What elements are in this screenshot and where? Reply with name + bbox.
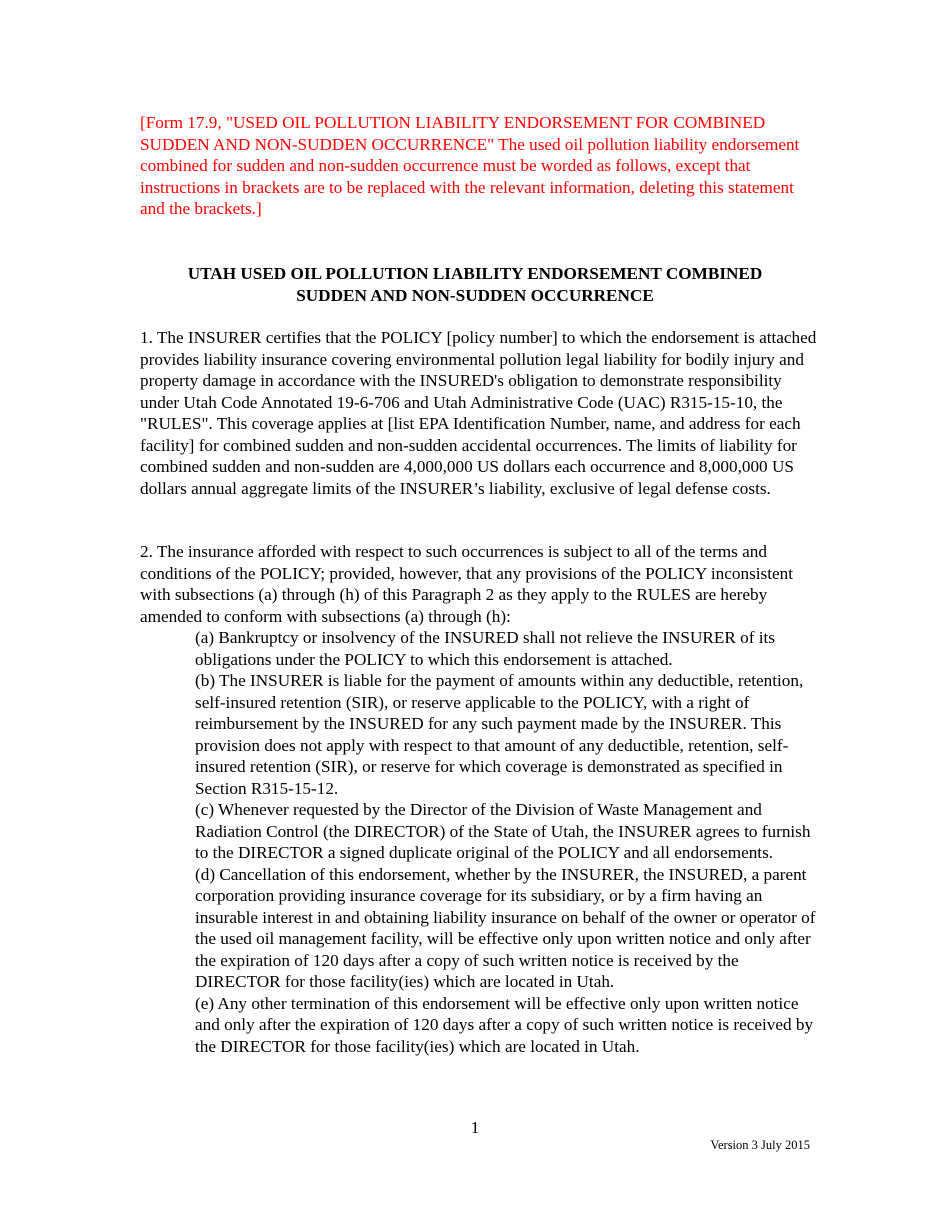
paragraph-2: 2. The insurance afforded with respect to such occurrences is subject to all of the terms and conditions of the POLICY; provided, however, that any provisions of the POLICY inconsistent with subsections (a) through (h) of this Paragraph 2 as they apply to the RULES are hereby amended to conform with subsections (a) through (h): — [140, 542, 793, 626]
paragraph-1: 1. The INSURER certifies that the POLICY [policy number] to which the endorsement is attached provides liability insurance covering environmental pollution legal liability for bodily injury and property damage in accordance with the INSURED's obligation to demonstrate responsibility under Utah Code Annotated 19-6-706 and Utah Administrative Code (UAC) R315-15-10, the "RULES". This coverage applies at [list EPA Identification Number, name, and address for each facility] for combined sudden and non-sudden accidental occurrences. The limits of liability for combined sudden and non-sudden are 4,000,000 US dollars each occurrence and 8,000,000 US dollars annual aggregate limits of the INSURER’s liability, exclusive of legal defense costs. — [140, 328, 817, 498]
subsections-list — [195, 627, 820, 1057]
form-instruction: [Form 17.9, "USED OIL POLLUTION LIABILITY ENDORSEMENT FOR COMBINED SUDDEN AND NON-SUDDEN OCCURRENCE" The used oil pollution liability endorsement combined for sudden and non-sudden occurrence must be worded as follows, except that instructions in brackets are to be replaced with the relevant information, deleting this statement and the brackets.] — [140, 113, 800, 218]
page-number: 1 — [470, 1118, 480, 1137]
title-line-1: UTAH USED OIL POLLUTION LIABILITY ENDORSEMENT COMBINED — [187, 264, 763, 283]
document-title — [140, 263, 810, 306]
subsection-c: (c) Whenever requested by the Director of the Division of Waste Management and Radiation Control (the DIRECTOR) of the State of Utah, the INSURER agrees to furnish to the DIRECTOR a signed duplicate original of the POLICY and all endorsements. — [195, 800, 811, 862]
subsection-b: (b) The INSURER is liable for the payment of amounts within any deductible, retention, self-insured retention (SIR), or reserve applicable to the POLICY, with a right of reimbursement by the INSURED for any such payment made by the INSURER. This provision does not apply with respect to that amount of any deductible, retention, self-insured retention (SIR), or reserve for which coverage is demonstrated as specified in Section R315-15-12. — [195, 671, 804, 798]
title-line-2: SUDDEN AND NON-SUDDEN OCCURRENCE — [296, 285, 654, 305]
subsection-d: (d) Cancellation of this endorsement, whether by the INSURER, the INSURED, a parent corporation providing insurance coverage for its subsidiary, or by a firm having an insurable interest in and obtaining liability insurance on behalf of the owner or operator of the used oil management facility, will be effective only upon written notice and only after the expiration of 120 days after a copy of such written notice is received by the DIRECTOR for those facility(ies) which are located in Utah. — [195, 864, 816, 991]
subsection-a: (a) Bankruptcy or insolvency of the INSURED shall not relieve the INSURER of its obligations under the POLICY to which this endorsement is attached. — [195, 628, 775, 669]
subsection-e: (e) Any other termination of this endorsement will be effective only upon written notice and only after the expiration of 120 days after a copy of such written notice is received by the DIRECTOR for those facility(ies) which are located in Utah. — [195, 993, 814, 1056]
version-label: Version 3 July 2015 — [710, 1138, 810, 1152]
